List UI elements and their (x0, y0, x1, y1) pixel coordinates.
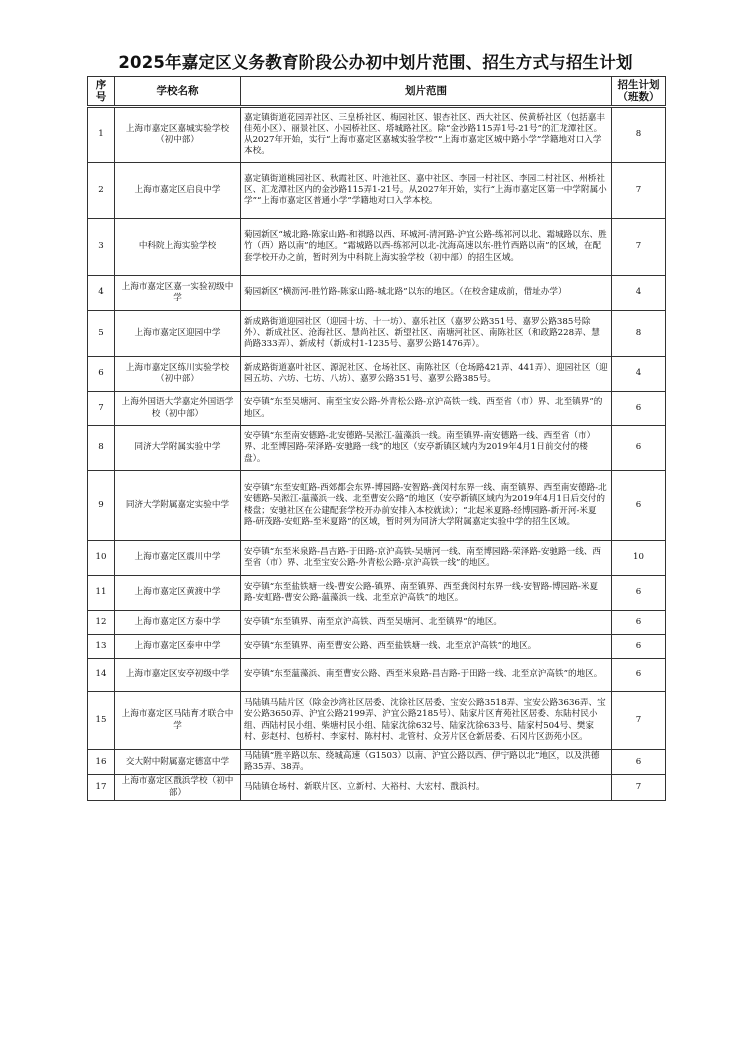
row-school: 上海市嘉定区马陆育才联合中学 (115, 692, 241, 750)
row-no: 6 (88, 357, 115, 392)
row-school: 上海外国语大学嘉定外国语学校（初中部） (115, 392, 241, 426)
row-range: 菊园新区“城北路-陈家山路-和祺路以西、环城河-清河路-沪宜公路-练祁河以北、霜城路以东、胜竹（西）路以南”的地区。“霜城路以西-练祁河以北-沈海高速以东-胜竹西路以南”的区域，在配套学校开办之前，暂时列为中科院上海实验学校（初中部）的招生区域。 (241, 219, 612, 276)
row-no: 4 (88, 276, 115, 311)
row-no: 14 (88, 659, 115, 692)
row-plan: 6 (612, 426, 666, 471)
row-range: 马陆镇仓场村、新联片区、立新村、大裕村、大宏村、戬浜村。 (241, 775, 612, 800)
row-school: 上海市嘉定区黄渡中学 (115, 576, 241, 611)
row-range: 菊园新区“横沥河-胜竹路-陈家山路-城北路”以东的地区。（在校舍建成前，借址办学） (241, 276, 612, 311)
table-row (88, 276, 666, 311)
row-school: 上海市嘉定区启良中学 (115, 163, 241, 219)
row-school: 上海市嘉定区迎园中学 (115, 311, 241, 357)
row-range: 安亭镇“东至南安德路-北安德路-吴淞江-蕰藻浜一线。南至镇界-南安德路一线、西至省（市）界、北至博园路-荣泽路-安驰路一线”的地区（安亭新镇区域内为2019年4月1日前交付的楼盘）。 (241, 426, 612, 471)
header-no: 序号 (88, 77, 115, 107)
row-school: 中科院上海实验学校 (115, 219, 241, 276)
row-no: 15 (88, 692, 115, 750)
row-no: 2 (88, 163, 115, 219)
table-row (88, 471, 666, 541)
row-no: 9 (88, 471, 115, 541)
row-range: 嘉定镇街道桃园社区、秋霞社区、叶池社区、嘉中社区、李园一村社区、李园二村社区、州桥社区、汇龙潭社区内的金沙路115弄1-21号。从2027年开始，实行“上海市嘉定区第一中学附属小学”“上海市嘉定区普通小学”学籍地对口入学本校。 (241, 163, 612, 219)
row-school: 上海市嘉定区安亭初级中学 (115, 659, 241, 692)
row-no: 17 (88, 775, 115, 800)
row-no: 7 (88, 392, 115, 426)
row-no: 11 (88, 576, 115, 611)
table-row (88, 107, 666, 163)
row-plan: 4 (612, 357, 666, 392)
row-school: 上海市嘉定区练川实验学校（初中部） (115, 357, 241, 392)
table-row (88, 163, 666, 219)
row-plan: 6 (612, 611, 666, 635)
row-range: 安亭镇“东至安虹路-西郊都会东界-博园路-安智路-龚闵村东界一线、南至镇界、西至南安德路-北安德路-吴淞江-蕰藻浜一线、北至曹安公路”的地区（安亭新镇区域内为2019年4月1日后交付的楼盘；安驰社区在公建配套学校开办前安排入本校就读）；“北起米夏路-经博园路-新开河-米夏路-研茂路-安虹路-至米夏路”的区域，暂时列为同济大学附属嘉定实验中学的招生区域。 (241, 471, 612, 541)
row-range: 安亭镇“东至蕰藻浜、南至曹安公路、西至米泉路-昌吉路-于田路一线、北至京沪高铁”的地区。 (241, 659, 612, 692)
table-row (88, 635, 666, 659)
row-plan: 6 (612, 392, 666, 426)
table-header-row (88, 77, 666, 107)
row-plan: 8 (612, 107, 666, 163)
row-school: 同济大学附属实验中学 (115, 426, 241, 471)
header-range: 划片范围 (241, 77, 612, 107)
row-no: 3 (88, 219, 115, 276)
row-school: 上海市嘉定区方泰中学 (115, 611, 241, 635)
page-title: 2025年嘉定区义务教育阶段公办初中划片范围、招生方式与招生计划 (118, 53, 633, 72)
table-row (88, 426, 666, 471)
header-school: 学校名称 (115, 77, 241, 107)
table-row (88, 611, 666, 635)
row-plan: 7 (612, 775, 666, 800)
table-row (88, 692, 666, 750)
table-row (88, 392, 666, 426)
table-row (88, 219, 666, 276)
row-range: 马陆镇马陆片区（除金沙湾社区居委、沈徐社区居委、宝安公路3518弄、宝安公路3636弄、宝安公路3650弄、沪宜公路2199弄、沪宜公路2185号）、陆家片区育苑社区居委、东陆村民小组、西陆村民小组、柴塘村民小组、陆家沈徐632号、陆家沈徐633号、陆家村504号、樊家村、彭赵村、包桥村、李家村、陈村村、北管村、众芳片区仓新居委、石冈片区沥苑小区。 (241, 692, 612, 750)
row-plan: 10 (612, 541, 666, 576)
row-plan: 6 (612, 659, 666, 692)
row-range: 安亭镇“东至镇界、南至曹安公路、西至盐铁塘一线、北至京沪高铁”的地区。 (241, 635, 612, 659)
header-plan: 招生计划（班数） (612, 77, 666, 107)
row-no: 8 (88, 426, 115, 471)
row-range: 新成路街道迎园社区（迎园十坊、十一坊）、嘉乐社区（嘉罗公路351号、嘉罗公路385号除外）、新成社区、沧海社区、慧尚社区、新望社区、南塘河社区、南陈社区（和政路228弄、慧尚路333弄）、新成村（新成村1-1235号、嘉罗公路1476弄）。 (241, 311, 612, 357)
row-no: 13 (88, 635, 115, 659)
row-plan: 7 (612, 219, 666, 276)
row-range: 安亭镇“东至镇界、南至京沪高铁、西至吴塘河、北至镇界”的地区。 (241, 611, 612, 635)
table-row (88, 775, 666, 800)
enrollment-table (87, 76, 666, 801)
table-row (88, 357, 666, 392)
row-no: 12 (88, 611, 115, 635)
row-school: 上海市嘉定区嘉一实验初级中学 (115, 276, 241, 311)
row-range: 安亭镇“东至盐铁塘一线-曹安公路-镇界、南至镇界、西至龚闵村东界一线-安智路-博园路-米夏路-安虹路-曹安公路-蕰藻浜一线、北至京沪高铁”的地区。 (241, 576, 612, 611)
row-range: 嘉定镇街道花园弄社区、三皇桥社区、梅园社区、银杏社区、西大社区、侯黄桥社区（包括嘉丰佳苑小区）、丽景社区、小园桥社区、塔城路社区。除“金沙路115弄1号-21号”的汇龙潭社区。从2027年开始，实行“上海市嘉定区嘉城实验学校”“上海市嘉定区城中路小学”学籍地对口入学本校。 (241, 107, 612, 163)
row-school: 上海市嘉定区泰申中学 (115, 635, 241, 659)
row-school: 交大附中附属嘉定德富中学 (115, 750, 241, 775)
table-row (88, 659, 666, 692)
row-range: 新成路街道嘉叶社区、源泥社区、仓场社区、南陈社区（仓场路421弄、441弄）、迎园社区（迎园五坊、六坊、七坊、八坊）、嘉罗公路351号、嘉罗公路385号。 (241, 357, 612, 392)
row-plan: 7 (612, 692, 666, 750)
table-row (88, 541, 666, 576)
row-school: 上海市嘉定区戬浜学校（初中部） (115, 775, 241, 800)
row-school: 上海市嘉定区嘉城实验学校（初中部） (115, 107, 241, 163)
table-row (88, 576, 666, 611)
row-plan: 6 (612, 750, 666, 775)
row-plan: 7 (612, 163, 666, 219)
row-plan: 6 (612, 576, 666, 611)
row-plan: 8 (612, 311, 666, 357)
row-no: 10 (88, 541, 115, 576)
row-no: 1 (88, 107, 115, 163)
row-plan: 6 (612, 471, 666, 541)
row-plan: 4 (612, 276, 666, 311)
row-school: 同济大学附属嘉定实验中学 (115, 471, 241, 541)
row-range: 马陆镇“胜辛路以东、绕城高速（G1503）以南、沪宜公路以西、伊宁路以北”地区，以及洪德路35弄、38弄。 (241, 750, 612, 775)
row-range: 安亭镇“东至吴塘河、南至宝安公路-外青松公路-京沪高铁一线、西至省（市）界、北至镇界”的地区。 (241, 392, 612, 426)
table-row (88, 311, 666, 357)
row-range: 安亭镇“东至米泉路-昌吉路-于田路-京沪高铁-吴塘河一线、南至博园路-荣泽路-安驰路一线、西至省（市）界、北至宝安公路-外青松公路-京沪高铁一线”的地区。 (241, 541, 612, 576)
table-row (88, 750, 666, 775)
row-school: 上海市嘉定区震川中学 (115, 541, 241, 576)
row-no: 16 (88, 750, 115, 775)
row-no: 5 (88, 311, 115, 357)
row-plan: 6 (612, 635, 666, 659)
